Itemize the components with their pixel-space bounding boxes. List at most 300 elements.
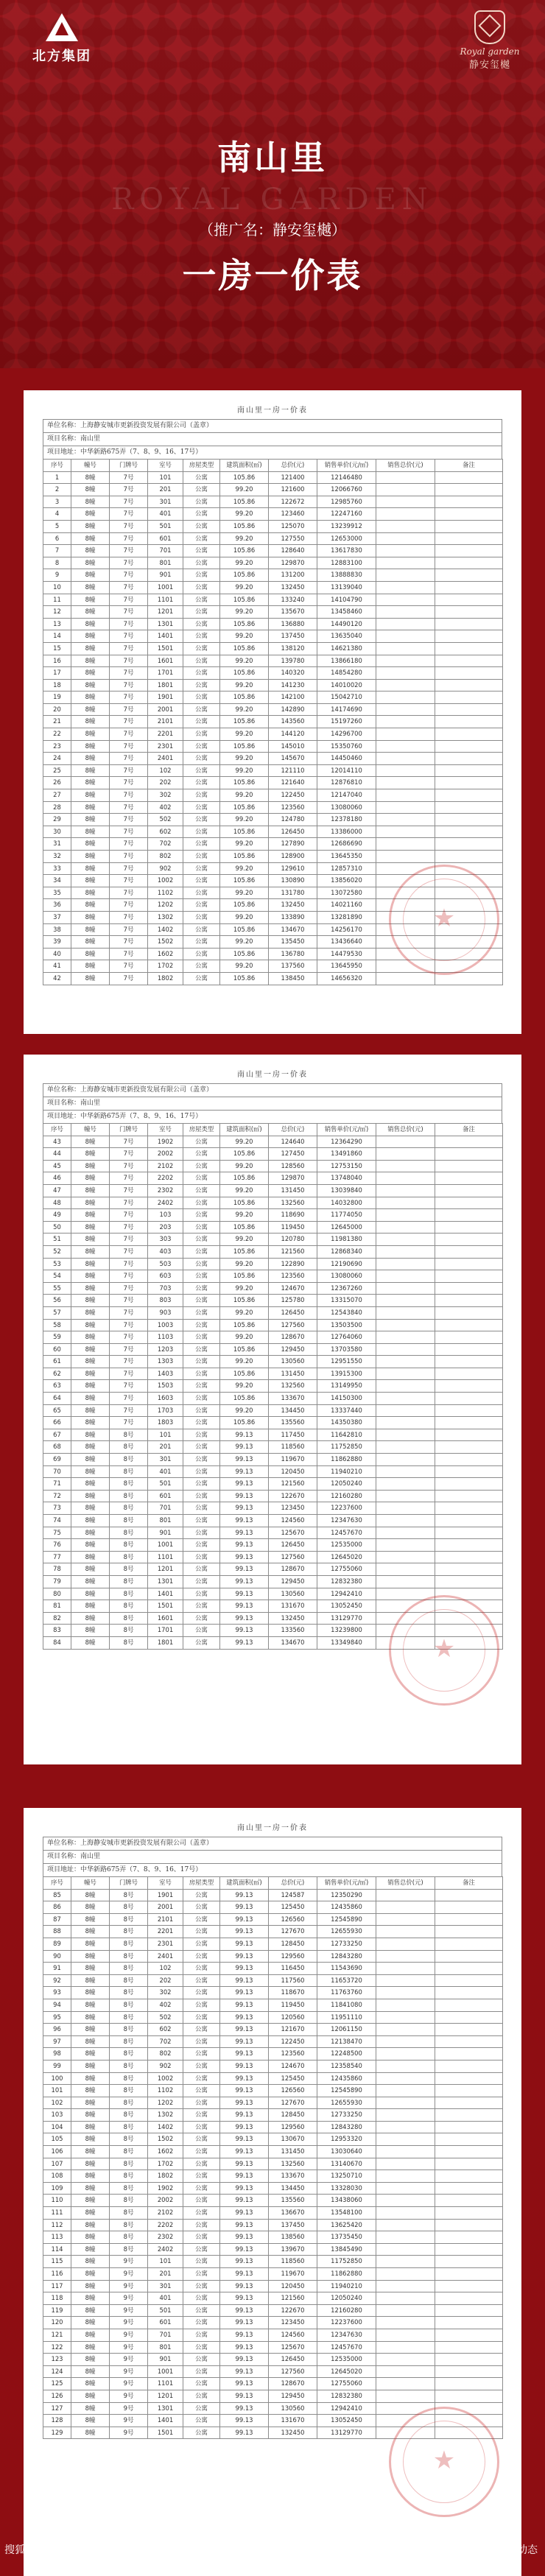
table-cell: 公寓: [183, 1306, 220, 1319]
table-cell: 1601: [148, 655, 183, 667]
table-cell: [376, 2048, 435, 2061]
table-cell: 12050240: [317, 1478, 376, 1491]
table-cell: 20: [43, 703, 71, 716]
table-row: [43, 1465, 503, 1478]
table-cell: 公寓: [183, 2402, 220, 2415]
table-cell: 公寓: [183, 777, 220, 789]
table-cell: 8幢: [71, 2231, 110, 2244]
table-row: [43, 2085, 503, 2097]
table-cell: 123450: [269, 2317, 317, 2329]
table-cell: 11862880: [317, 2268, 376, 2281]
column-header: 序号: [43, 1124, 71, 1136]
table-row: [43, 618, 503, 630]
table-cell: 8幢: [71, 1478, 110, 1491]
table-cell: 9号: [110, 2365, 148, 2378]
table-cell: 8号: [110, 1926, 148, 1938]
table-cell: [435, 1465, 503, 1478]
table-cell: 13052450: [317, 1600, 376, 1613]
table-cell: 7号: [110, 508, 148, 521]
table-cell: 123: [43, 2354, 71, 2366]
table-cell: 公寓: [183, 679, 220, 691]
table-cell: 137450: [269, 630, 317, 643]
table-cell: [376, 655, 435, 667]
table-cell: 8幢: [71, 1258, 110, 1270]
table-cell: 7号: [110, 948, 148, 960]
table-cell: [435, 1974, 503, 1987]
table-cell: 12645020: [317, 2365, 376, 2378]
table-cell: 公寓: [183, 789, 220, 802]
table-cell: [376, 2329, 435, 2341]
table-cell: 8幢: [71, 1319, 110, 1331]
table-cell: 1201: [148, 2390, 183, 2402]
table-row: [43, 2011, 503, 2024]
table-cell: 1501: [148, 2427, 183, 2439]
table-cell: 76: [43, 1539, 71, 1552]
table-cell: 27: [43, 789, 71, 802]
table-cell: 8号: [110, 1588, 148, 1600]
table-cell: 7号: [110, 1160, 148, 1172]
table-cell: 1803: [148, 1417, 183, 1429]
table-cell: 24: [43, 753, 71, 765]
table-cell: 105.86: [220, 851, 269, 863]
table-cell: 134670: [269, 1636, 317, 1649]
table-cell: 13072580: [317, 887, 376, 899]
table-cell: [435, 655, 503, 667]
table-cell: 65: [43, 1404, 71, 1417]
table-cell: 105.86: [220, 740, 269, 753]
table-cell: 8幢: [71, 569, 110, 582]
hero-banner: [0, 0, 545, 368]
table-cell: 99.20: [220, 1234, 269, 1246]
table-cell: 126450: [269, 1306, 317, 1319]
table-cell: 602: [148, 826, 183, 838]
table-cell: 8号: [110, 1465, 148, 1478]
table-cell: 1102: [148, 887, 183, 899]
table-row: [43, 716, 503, 728]
table-cell: 58: [43, 1319, 71, 1331]
table-row: [43, 532, 503, 545]
table-cell: 8幢: [71, 691, 110, 704]
table-cell: 7号: [110, 1221, 148, 1234]
table-cell: [435, 557, 503, 569]
table-cell: 8幢: [71, 2390, 110, 2402]
table-cell: 105.86: [220, 1319, 269, 1331]
table-cell: 127560: [269, 2365, 317, 2378]
table-cell: 12347630: [317, 2329, 376, 2341]
table-cell: 402: [148, 1999, 183, 2011]
table-cell: [435, 2207, 503, 2220]
table-cell: 7号: [110, 936, 148, 949]
table-cell: [435, 1563, 503, 1576]
table-cell: 119670: [269, 2268, 317, 2281]
table-cell: 7号: [110, 923, 148, 936]
table-cell: 901: [148, 1527, 183, 1539]
table-cell: 8幢: [71, 2292, 110, 2305]
table-row: [43, 1270, 503, 1283]
table-cell: 公寓: [183, 764, 220, 777]
table-cell: 公寓: [183, 2243, 220, 2256]
table-cell: 131670: [269, 2415, 317, 2427]
table-cell: 128450: [269, 1938, 317, 1950]
table-cell: 公寓: [183, 1600, 220, 1613]
table-cell: [376, 1950, 435, 1963]
table-cell: 11940210: [317, 2280, 376, 2292]
table-cell: 8号: [110, 1636, 148, 1649]
table-cell: 99.20: [220, 1404, 269, 1417]
table-cell: 17: [43, 667, 71, 680]
table-cell: [376, 1465, 435, 1478]
table-cell: [435, 630, 503, 643]
sheet-developer-label: 单位名称：上海静安城市更新投资发展有限公司（盖章）: [43, 1837, 502, 1850]
table-cell: 12457670: [317, 2341, 376, 2354]
table-cell: 8幢: [71, 1282, 110, 1295]
table-header-row: [43, 460, 503, 472]
table-cell: 133240: [269, 594, 317, 606]
table-cell: 13039840: [317, 1184, 376, 1197]
table-cell: 8幢: [71, 484, 110, 496]
table-cell: [435, 2097, 503, 2109]
table-cell: 22: [43, 728, 71, 741]
column-header: 幢号: [71, 460, 110, 472]
table-cell: 2: [43, 484, 71, 496]
table-row: [43, 1184, 503, 1197]
sheet-developer-label: 单位名称：上海静安城市更新投资发展有限公司（盖章）: [43, 1083, 502, 1097]
table-cell: [376, 2256, 435, 2268]
table-cell: [435, 642, 503, 655]
table-cell: 105.86: [220, 594, 269, 606]
table-cell: 36: [43, 899, 71, 912]
table-cell: [435, 1417, 503, 1429]
table-row: [43, 1490, 503, 1502]
table-cell: [376, 875, 435, 887]
table-cell: 8幢: [71, 1974, 110, 1987]
table-cell: 8幢: [71, 740, 110, 753]
table-cell: [376, 1926, 435, 1938]
table-cell: [376, 777, 435, 789]
table-cell: [376, 789, 435, 802]
table-cell: 8号: [110, 1938, 148, 1950]
table-cell: 1603: [148, 1393, 183, 1405]
table-cell: 公寓: [183, 2060, 220, 2072]
table-cell: 66: [43, 1417, 71, 1429]
table-cell: 99.13: [220, 2170, 269, 2183]
table-row: [43, 2097, 503, 2109]
table-row: [43, 581, 503, 594]
table-cell: 1402: [148, 923, 183, 936]
table-cell: 13866180: [317, 655, 376, 667]
table-cell: 2101: [148, 1913, 183, 1926]
table-cell: 12764060: [317, 1331, 376, 1344]
table-cell: 119450: [269, 1999, 317, 2011]
table-cell: 9号: [110, 2341, 148, 2354]
table-row: [43, 1527, 503, 1539]
table-cell: 801: [148, 1515, 183, 1527]
table-row: [43, 545, 503, 557]
table-row: [43, 1417, 503, 1429]
table-cell: 128450: [269, 2109, 317, 2122]
table-cell: 12147040: [317, 789, 376, 802]
crest-logo-icon: [474, 10, 505, 44]
table-cell: 99.13: [220, 1478, 269, 1491]
table-cell: 903: [148, 1306, 183, 1319]
table-row: [43, 642, 503, 655]
table-cell: 130890: [269, 875, 317, 887]
table-cell: [435, 911, 503, 923]
column-header: 销售单价(元/㎡): [317, 460, 376, 472]
table-cell: 130670: [269, 2133, 317, 2146]
table-cell: 139780: [269, 655, 317, 667]
table-cell: 7号: [110, 581, 148, 594]
table-cell: 99.13: [220, 2365, 269, 2378]
table-cell: 公寓: [183, 2170, 220, 2183]
table-cell: [376, 1282, 435, 1295]
table-cell: 13080060: [317, 1270, 376, 1283]
table-cell: [376, 728, 435, 741]
table-cell: 118: [43, 2292, 71, 2305]
table-cell: 121: [43, 2329, 71, 2341]
table-cell: 9号: [110, 2390, 148, 2402]
table-cell: 702: [148, 838, 183, 851]
table-cell: 8幢: [71, 1625, 110, 1637]
table-cell: 12061150: [317, 2024, 376, 2036]
table-cell: 1801: [148, 1636, 183, 1649]
table-header-row: [43, 1877, 503, 1890]
table-cell: 803: [148, 1295, 183, 1307]
table-cell: 8幢: [71, 1136, 110, 1148]
table-cell: 公寓: [183, 2329, 220, 2341]
price-table: [43, 459, 503, 985]
table-cell: 12248500: [317, 2048, 376, 2061]
table-cell: 8幢: [71, 1913, 110, 1926]
table-cell: [435, 1926, 503, 1938]
table-cell: 1502: [148, 936, 183, 949]
table-cell: 公寓: [183, 2097, 220, 2109]
table-cell: [376, 1417, 435, 1429]
table-cell: [435, 2231, 503, 2244]
table-cell: 99.20: [220, 1380, 269, 1393]
table-cell: 8号: [110, 1600, 148, 1613]
table-cell: 99.13: [220, 2329, 269, 2341]
table-cell: [376, 1551, 435, 1563]
table-cell: 1902: [148, 1136, 183, 1148]
table-cell: 701: [148, 545, 183, 557]
table-cell: 99.13: [220, 2243, 269, 2256]
table-cell: [376, 2085, 435, 2097]
table-cell: [376, 862, 435, 875]
table-cell: 121110: [269, 764, 317, 777]
table-cell: [376, 2060, 435, 2072]
table-cell: [376, 1429, 435, 1441]
table-cell: [435, 1356, 503, 1368]
table-cell: 1201: [148, 1563, 183, 1576]
table-cell: 13503500: [317, 1319, 376, 1331]
table-cell: 公寓: [183, 2365, 220, 2378]
table-cell: [376, 1563, 435, 1576]
table-cell: 8号: [110, 1454, 148, 1466]
table-cell: [376, 2243, 435, 2256]
table-cell: [376, 2121, 435, 2133]
table-cell: [376, 948, 435, 960]
table-cell: 99.13: [220, 1465, 269, 1478]
table-cell: [376, 911, 435, 923]
table-cell: 14021160: [317, 899, 376, 912]
table-cell: 12868340: [317, 1245, 376, 1258]
sheet-title: 南山里一房一价表: [237, 1824, 308, 1832]
table-row: [43, 1551, 503, 1563]
table-row: [43, 2292, 503, 2305]
table-cell: 123560: [269, 2048, 317, 2061]
table-cell: [376, 838, 435, 851]
table-cell: 公寓: [183, 2341, 220, 2354]
table-cell: 126560: [269, 1913, 317, 1926]
table-cell: 13315070: [317, 1295, 376, 1307]
table-cell: 3: [43, 496, 71, 508]
table-cell: 105.86: [220, 1148, 269, 1161]
table-cell: 公寓: [183, 1490, 220, 1502]
table-cell: 99.20: [220, 655, 269, 667]
table-cell: 99.13: [220, 2085, 269, 2097]
table-cell: 105.86: [220, 777, 269, 789]
table-row: [43, 667, 503, 680]
table-cell: 公寓: [183, 1515, 220, 1527]
table-cell: 32: [43, 851, 71, 863]
table-cell: 12832380: [317, 2390, 376, 2402]
table-cell: 7号: [110, 557, 148, 569]
table-cell: 55: [43, 1282, 71, 1295]
table-cell: [435, 1209, 503, 1222]
table-cell: 公寓: [183, 851, 220, 863]
table-cell: [435, 2035, 503, 2048]
table-cell: 99.20: [220, 838, 269, 851]
table-cell: 8幢: [71, 1160, 110, 1172]
table-cell: [435, 2402, 503, 2415]
table-row: [43, 2415, 503, 2427]
table-cell: 99.13: [220, 2182, 269, 2195]
table-cell: 11642810: [317, 1429, 376, 1441]
triangle-logo-icon: [46, 13, 78, 41]
table-cell: 8幢: [71, 764, 110, 777]
brand-name-right: 静安玺樾: [468, 60, 510, 71]
table-cell: [435, 728, 503, 741]
table-cell: 公寓: [183, 545, 220, 557]
table-cell: 1701: [148, 1625, 183, 1637]
table-cell: 38: [43, 923, 71, 936]
table-cell: 8幢: [71, 2378, 110, 2390]
table-cell: 公寓: [183, 887, 220, 899]
table-cell: 7号: [110, 1295, 148, 1307]
table-cell: 8幢: [71, 496, 110, 508]
table-cell: [435, 1478, 503, 1491]
table-cell: 8幢: [71, 1527, 110, 1539]
table-cell: 公寓: [183, 862, 220, 875]
table-cell: 8幢: [71, 2243, 110, 2256]
table-cell: 99.13: [220, 1926, 269, 1938]
table-cell: 56: [43, 1295, 71, 1307]
table-cell: 7号: [110, 1393, 148, 1405]
table-row: [43, 2109, 503, 2122]
table-cell: 99.13: [220, 1502, 269, 1515]
table-cell: 公寓: [183, 1258, 220, 1270]
table-cell: 99.20: [220, 581, 269, 594]
table-row: [43, 1197, 503, 1209]
table-cell: 公寓: [183, 2219, 220, 2231]
table-cell: 98: [43, 2048, 71, 2061]
table-cell: 8幢: [71, 2060, 110, 2072]
table-cell: [376, 484, 435, 496]
table-cell: 1001: [148, 581, 183, 594]
table-cell: 13250710: [317, 2170, 376, 2183]
table-cell: [435, 887, 503, 899]
table-row: [43, 557, 503, 569]
table-cell: 8幢: [71, 2329, 110, 2341]
table-cell: 7号: [110, 801, 148, 814]
table-cell: 124: [43, 2365, 71, 2378]
table-cell: 13052450: [317, 2415, 376, 2427]
table-cell: [376, 581, 435, 594]
table-cell: 8号: [110, 2011, 148, 2024]
table-cell: [435, 1588, 503, 1600]
table-cell: 公寓: [183, 728, 220, 741]
table-cell: [376, 1184, 435, 1197]
table-cell: [376, 1999, 435, 2011]
table-cell: 12655930: [317, 2097, 376, 2109]
table-cell: [435, 1234, 503, 1246]
table-cell: 公寓: [183, 1417, 220, 1429]
table-row: [43, 862, 503, 875]
table-cell: 公寓: [183, 2415, 220, 2427]
table-cell: 128560: [269, 1160, 317, 1172]
table-cell: [435, 2292, 503, 2305]
table-cell: 8号: [110, 2231, 148, 2244]
table-cell: 8幢: [71, 1404, 110, 1417]
table-cell: 1103: [148, 1331, 183, 1344]
table-cell: 8幢: [71, 960, 110, 973]
table-cell: 7号: [110, 655, 148, 667]
table-cell: 13703580: [317, 1343, 376, 1356]
table-cell: 1102: [148, 2085, 183, 2097]
table-cell: 101: [43, 2085, 71, 2097]
table-cell: 11752850: [317, 1441, 376, 1454]
table-cell: 公寓: [183, 1913, 220, 1926]
table-cell: 7号: [110, 1172, 148, 1185]
table-cell: 8幢: [71, 1356, 110, 1368]
table-cell: [435, 679, 503, 691]
table-cell: 1901: [148, 691, 183, 704]
table-cell: 8幢: [71, 2402, 110, 2415]
table-cell: [435, 1575, 503, 1588]
table-cell: 31: [43, 838, 71, 851]
table-cell: [376, 703, 435, 716]
table-cell: 63: [43, 1380, 71, 1393]
table-cell: 105.86: [220, 569, 269, 582]
table-cell: 8幢: [71, 789, 110, 802]
table-cell: 99.13: [220, 1454, 269, 1466]
table-cell: [376, 1901, 435, 1914]
table-cell: 9号: [110, 2402, 148, 2415]
table-cell: [376, 1197, 435, 1209]
table-row: [43, 2231, 503, 2244]
table-cell: 105.86: [220, 801, 269, 814]
table-cell: [376, 508, 435, 521]
table-cell: 126560: [269, 2085, 317, 2097]
table-cell: 103: [148, 1209, 183, 1222]
table-cell: 8幢: [71, 1380, 110, 1393]
table-cell: 8幢: [71, 667, 110, 680]
table-row: [43, 777, 503, 789]
table-cell: 7号: [110, 569, 148, 582]
table-cell: 12686690: [317, 838, 376, 851]
table-cell: 83: [43, 1625, 71, 1637]
